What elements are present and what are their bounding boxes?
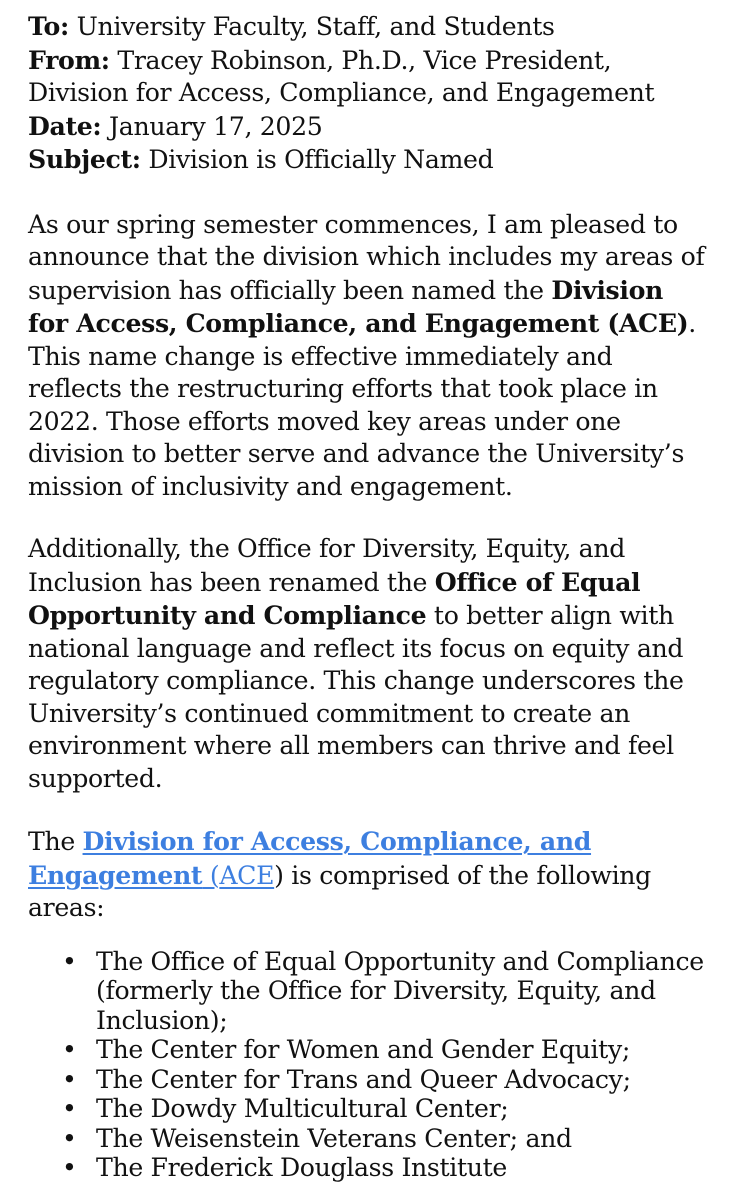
paragraph1-text-a: As our spring semester commences, I am pleased to announce that the division which includes my areas of supervision has officially been named the bbox=[28, 209, 705, 305]
from-label: From: bbox=[28, 44, 110, 75]
list-item bbox=[28, 1153, 708, 1183]
subject-label: Subject: bbox=[28, 144, 141, 174]
bullet-icon: • bbox=[62, 946, 77, 976]
bullet-icon: • bbox=[62, 1064, 77, 1094]
to-label: To: bbox=[28, 11, 69, 41]
from-line-2 bbox=[28, 77, 708, 110]
date-value: January 17, 2025 bbox=[109, 111, 323, 141]
from-value: Tracey Robinson, Ph.D., Vice President, bbox=[117, 45, 612, 75]
paragraph3-text-a: The bbox=[28, 827, 83, 856]
paragraph-announcement bbox=[28, 209, 708, 504]
list-item-text: The Center for Women and Gender Equity; bbox=[96, 1035, 630, 1064]
paragraph3-close-paren: ) bbox=[274, 860, 284, 890]
memo-header bbox=[28, 10, 708, 177]
list-item-text: The Center for Trans and Queer Advocacy; bbox=[96, 1064, 631, 1094]
date-line bbox=[28, 110, 708, 144]
bullet-icon: • bbox=[62, 1123, 77, 1153]
from-line bbox=[28, 44, 708, 78]
list-item-text: The Weisenstein Veterans Center; and bbox=[96, 1123, 572, 1153]
from-value-line2: Division for Access, Compliance, and Engagement bbox=[28, 78, 655, 107]
subject-line bbox=[28, 143, 708, 177]
bullet-icon: • bbox=[62, 1094, 77, 1123]
list-item bbox=[28, 1124, 708, 1154]
division-link-open-paren: ( bbox=[202, 860, 220, 890]
paragraph1-text-b: . This name change is effective immediately and reflects the restructuring efforts that took place in 2022. Those efforts moved key areas under one division to better serve and advance the University’s mission of inclusivity and engagement. bbox=[28, 309, 696, 501]
paragraph3-text-b: is comprised of the following areas: bbox=[28, 860, 651, 922]
list-item bbox=[28, 1035, 708, 1065]
paragraph1-bold-division-name: Division for Access, Compliance, and Engagement (ACE) bbox=[28, 274, 689, 338]
date-label: Date: bbox=[28, 110, 102, 141]
list-item-text: The Dowdy Multicultural Center; bbox=[96, 1094, 509, 1123]
to-line bbox=[28, 10, 708, 44]
list-item-text: The Office of Equal Opportunity and Compliance (formerly the Office for Diversity, Equity, and Inclusion); bbox=[96, 946, 704, 1035]
division-link-acronym: ACE bbox=[219, 860, 275, 890]
bullet-icon: • bbox=[62, 1035, 77, 1064]
subject-value: Division is Officially Named bbox=[148, 145, 494, 174]
list-item bbox=[28, 1094, 708, 1124]
list-item-text: The Frederick Douglass Institute bbox=[96, 1153, 507, 1182]
paragraph-areas-intro bbox=[28, 825, 708, 925]
to-value: University Faculty, Staff, and Students bbox=[76, 12, 555, 41]
division-link-bold: Division for Access, Compliance, and Engagement bbox=[28, 826, 592, 890]
list-item bbox=[28, 1065, 708, 1095]
paragraph-office-rename bbox=[28, 533, 708, 795]
paragraph2-bold-office-name: Office of Equal Opportunity and Compliance bbox=[28, 566, 641, 630]
areas-list bbox=[28, 947, 708, 1183]
bullet-icon: • bbox=[62, 1153, 77, 1182]
paragraph2-text-b: to better align with national language and reflect its focus on equity and regulatory compliance. This change underscores the University’s continued commitment to create an environment where all members can thrive and feel supported. bbox=[28, 601, 684, 793]
list-item bbox=[28, 947, 708, 1036]
paragraph2-text-a: Additionally, the Office for Diversity, Equity, and Inclusion has been renamed the bbox=[28, 534, 625, 597]
